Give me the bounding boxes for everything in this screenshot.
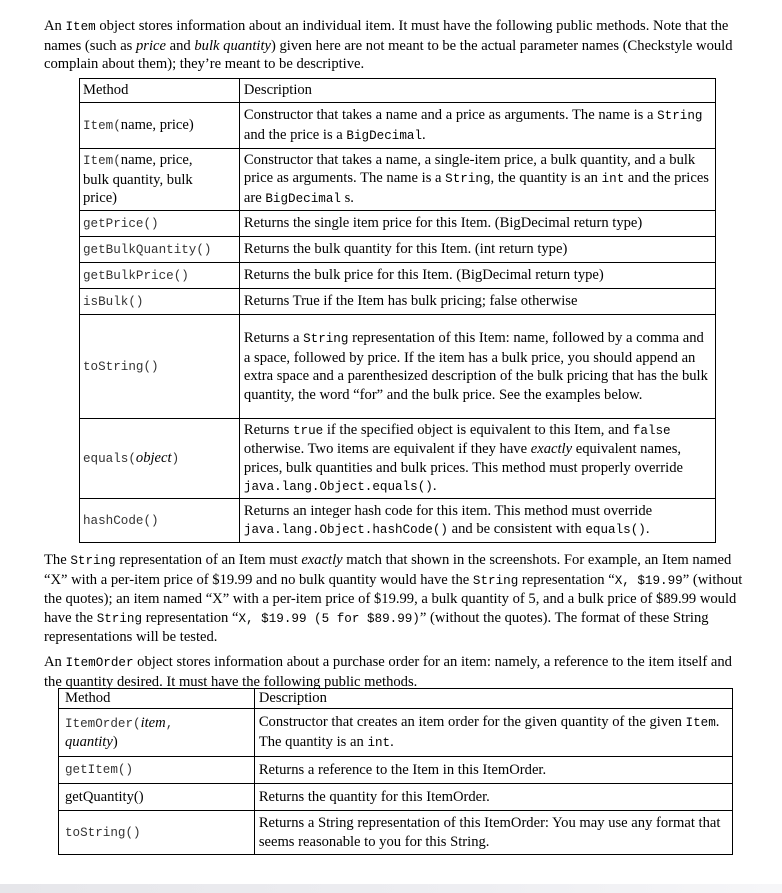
text: An [44,18,66,34]
description-cell: Returns the bulk quantity for this Item. (int return type) [239,237,715,263]
description-cell [239,149,715,211]
method-code: toString() [65,825,141,840]
method-cell [80,263,240,289]
text: . [432,478,437,494]
code-int: int [367,735,391,750]
description-cell [254,709,732,757]
table-header-row [80,79,716,103]
description-cell: Returns the quantity for this ItemOrder. [254,784,732,811]
method-code: hashCode() [83,513,159,528]
method-code: isBulk() [83,294,144,309]
code-bigdecimal: BigDecimal [346,128,422,143]
table-row [80,289,716,315]
code-item: Item [65,20,96,34]
method-arg: object [135,449,172,466]
table-header-row [59,689,733,709]
code-string: String [70,554,116,568]
italic-price: price [136,37,166,54]
method-code: getItem() [65,763,134,778]
table-row [80,149,716,211]
method-code: ItemOrder( [65,716,141,731]
method-code: toString() [83,359,159,374]
text: The [44,552,71,568]
text: and the price is a [243,126,347,143]
method-cell [80,237,240,263]
text: ) given here are not meant to be the actual parameter names (Checkstyle would complain about them); they’re meant to be descriptive. [44,37,733,72]
text: representation “ [142,609,239,626]
method-cell [80,103,240,149]
method-args: name, price, [120,152,193,169]
text: representation of this Item: name, followed by a comma and a space, followed by price. If the item has a bulk price, you should append an extra space and a parenthesized description of the bulk pricing that has the bulk quantity, the word “for” and the bulk price. See the examples below. [243,330,708,403]
code-equals: equals() [585,523,646,537]
description-cell: Returns a reference to the Item in this ItemOrder. [254,757,732,784]
text: equivalent names, prices, bulk quantities and bulk prices. This method must properly override [243,441,683,476]
method-cell [80,419,240,499]
text: . [422,126,426,143]
method-cell [80,211,240,237]
text: . The quantity is an [258,714,720,750]
code-bigdecimal: BigDecimal [265,191,341,206]
description-cell: Returns True if the Item has bulk pricing; false otherwise [239,289,715,315]
header-description: Description [239,79,715,103]
description-cell [239,499,715,543]
method-args: name, price) [120,116,194,133]
method-arg: item [140,714,166,731]
code-string: String [96,611,143,626]
intro-paragraph [44,17,744,74]
text: Constructor that takes a name, a single-item price, a bulk quantity, and a bulk price as arguments. The name is a [243,151,696,187]
method-cell [59,709,255,757]
text: if the specified object is equivalent to this Item, and [323,421,633,438]
code-itemorder: ItemOrder [65,656,134,670]
description-cell: Returns a String representation of this ItemOrder: You may use any format that seems reasonable to you for this String. [254,811,732,855]
method-code: getBulkQuantity() [83,242,212,257]
text: , the quantity is an [490,170,602,187]
header-method: Method [80,79,240,103]
table-row [80,103,716,149]
method-args: bulk quantity, bulk [83,171,193,188]
method-args: price) [83,190,118,207]
text: . [390,733,394,750]
text: and be consistent with [447,521,586,537]
italic-exactly: exactly [301,552,343,568]
code-int: int [601,172,625,187]
itemorder-paragraph [44,653,744,691]
table-row [59,709,733,757]
table-row [80,315,716,419]
table-row [59,811,733,855]
code-equals-override: java.lang.Object.equals() [243,480,433,494]
code-string: String [303,332,349,346]
text: An [44,654,66,670]
string-representation-paragraph [44,551,744,647]
description-cell [239,419,715,499]
method-code: Item( [83,118,121,133]
code-example-1: X, $19.99 [614,573,683,588]
text: representation “ [518,571,615,588]
method-cell [59,757,255,784]
table-row [59,757,733,784]
method-code: ) [171,451,180,466]
text: Constructor that creates an item order for the given quantity of the given [258,714,686,730]
text: ” (without the quotes). The format of these String representations will be tested. [44,609,709,645]
code-hashcode-override: java.lang.Object.hashCode() [243,523,448,537]
method-arg: quantity [65,734,113,750]
text: Returns [243,421,293,438]
itemorder-methods-table [58,688,733,855]
method-cell [59,811,255,855]
item-methods-table [79,78,716,543]
text: object stores information about a purchase order for an item: namely, a reference to the item itself and the quantity desired. It must have the following public methods. [44,654,732,690]
text: otherwise. Two items are equivalent if they have [243,441,531,457]
table-row [80,237,716,263]
method-cell [59,784,255,811]
table-row [80,263,716,289]
method-code: ) [112,734,118,750]
description-cell [239,315,715,419]
header-description: Description [254,689,732,709]
code-string: String [445,172,491,187]
code-true: true [292,423,324,438]
text: and the prices are [243,170,709,206]
text: representation of an Item must [115,552,302,568]
code-false: false [632,423,671,438]
text: Constructor that takes a name and a price as arguments. The name is a [243,107,658,123]
text: ” (without the quotes); an item named “X” with a per-item price of $19.99, a bulk quantity of 5, and a bulk price of $89.99 would have the [44,571,743,626]
bottom-edge-strip [0,884,782,893]
description-cell [239,103,715,149]
method-code: equals( [83,451,136,466]
method-cell [80,315,240,419]
text: Returns a [243,330,304,346]
method-code: Item( [83,154,121,169]
text: s. [340,189,354,206]
italic-exactly: exactly [530,441,573,457]
text: match that shown in the screenshots. For example, an Item named “X” with a per-item price of $19.99 and no bulk quantity would have the [44,552,732,588]
method-cell [80,499,240,543]
table-row [80,211,716,237]
code-example-2: X, $19.99 (5 for $89.99) [238,611,420,626]
table-row [80,499,716,543]
text: object stores information about an individual item. It must have the following public methods. Note that the names (such as [44,18,729,54]
method-code: getPrice() [83,216,159,231]
text: and [166,37,195,54]
code-string: String [472,573,519,588]
method-code: getBulkPrice() [83,268,189,283]
table-row [80,419,716,499]
method-cell [80,149,240,211]
description-cell: Returns the single item price for this Item. (BigDecimal return type) [239,211,715,237]
method-cell [80,289,240,315]
method-code: , [165,716,174,731]
text: Returns an integer hash code for this item. This method must override [243,502,653,519]
italic-bulk-quantity: bulk quantity [194,37,271,54]
text: . [645,521,650,537]
code-string: String [657,109,703,123]
header-method: Method [59,689,255,709]
description-cell: Returns the bulk price for this Item. (BigDecimal return type) [239,263,715,289]
method-label: getQuantity() [65,788,144,805]
table-row [59,784,733,811]
code-item: Item [685,716,716,730]
